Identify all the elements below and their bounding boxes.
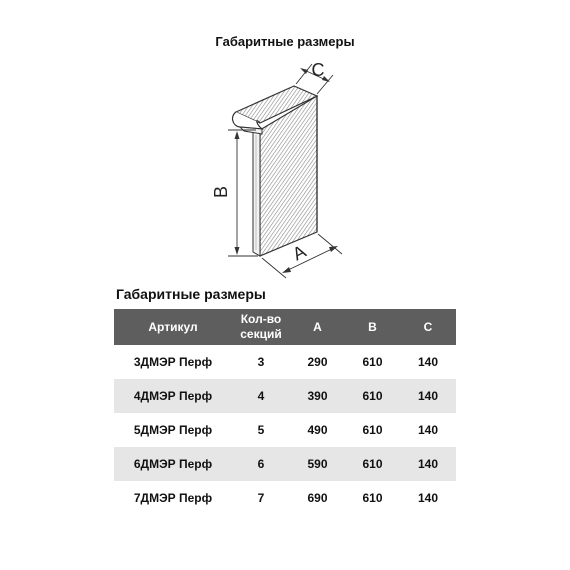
dimension-b-label: B [211, 185, 231, 199]
cell-article: 7ДМЭР Перф [133, 491, 213, 505]
header-c: C [400, 309, 456, 345]
cell-a: 690 [307, 491, 328, 505]
dimensions-table [114, 309, 456, 515]
table-header-row [114, 309, 456, 345]
cell-a: 290 [307, 355, 328, 369]
dimension-c-label: C [311, 60, 325, 80]
cell-qty: 6 [232, 447, 290, 481]
header-b: B [345, 309, 400, 345]
cell-article: 3ДМЭР Перф [133, 355, 213, 369]
header-sections-count [232, 309, 290, 345]
cell-b: 610 [345, 379, 400, 413]
dimension-a-label: A [289, 241, 310, 265]
cell-c: 140 [400, 447, 456, 481]
cell-b: 610 [345, 447, 400, 481]
cell-qty: 3 [257, 355, 265, 369]
table-row [114, 379, 456, 413]
cell-article: 6ДМЭР Перф [114, 447, 232, 481]
header-article: Артикул [114, 309, 232, 345]
table-row [114, 447, 456, 481]
cell-b: 610 [362, 423, 383, 437]
cell-a: 390 [290, 379, 345, 413]
page-title: Габаритные размеры [215, 34, 355, 49]
cell-b: 610 [362, 355, 383, 369]
cell-a: 490 [307, 423, 328, 437]
header-a: A [290, 309, 345, 345]
table-title: Габаритные размеры [116, 286, 266, 302]
cell-article: 4ДМЭР Перф [114, 379, 232, 413]
cell-c: 140 [417, 355, 439, 369]
table-row [114, 345, 456, 379]
cell-qty: 5 [257, 423, 265, 437]
header-sections-line2: секций [240, 327, 282, 341]
cell-a: 590 [290, 447, 345, 481]
cell-c: 140 [400, 379, 456, 413]
cell-qty: 7 [257, 491, 265, 505]
table-row [114, 481, 456, 515]
cell-c: 140 [417, 423, 439, 437]
cell-article: 5ДМЭР Перф [133, 423, 213, 437]
header-sections-line1: Кол-во [240, 312, 282, 326]
cell-qty: 4 [232, 379, 290, 413]
table-row [114, 413, 456, 447]
cell-c: 140 [417, 491, 439, 505]
radiator-body [233, 86, 317, 256]
cell-b: 610 [362, 491, 383, 505]
